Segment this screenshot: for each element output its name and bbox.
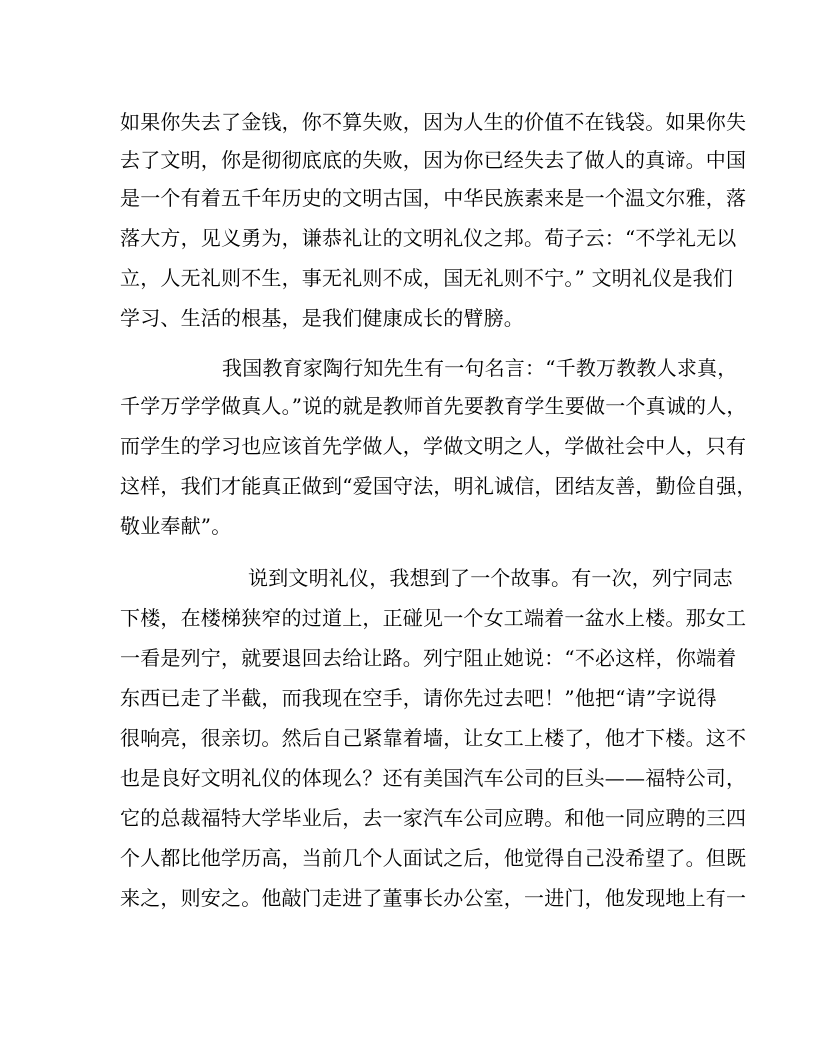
paragraph-line: 是一个有着五千年历史的文明古国，中华民族素来是一个温文尔雅，落 <box>120 186 747 210</box>
paragraph-line: 来之，则安之。他敲门走进了董事长办公室，一进门，他发现地上有一 <box>120 886 747 910</box>
paragraph-line: 这样，我们才能真正做到“爱国守法，明礼诚信，团结友善，勤俭自强， <box>120 474 757 498</box>
paragraph-line: 很响亮，很亲切。然后自己紧靠着墙，让女工上楼了，他才下楼。这不 <box>120 726 747 750</box>
paragraph-line: 千学万学学做真人。”说的就是教师首先要教育学生要做一个真诚的人， <box>120 394 747 418</box>
paragraph-line: 学习、生活的根基，是我们健康成长的臂膀。 <box>120 306 524 330</box>
paragraph-line: 落大方，见义勇为，谦恭礼让的文明礼仪之邦。荀子云：“不学礼无以 <box>120 226 737 250</box>
paragraph-line: 它的总裁福特大学毕业后，去一家汽车公司应聘。和他一同应聘的三四 <box>120 806 747 830</box>
paragraph-line: 我国教育家陶行知先生有一句名言：“千教万教教人求真， <box>222 356 738 380</box>
paragraph-line: 一看是列宁，就要退回去给让路。列宁阻止她说：“不必这样，你端着 <box>120 646 737 670</box>
paragraph-line: 个人都比他学历高，当前几个人面试之后，他觉得自己没希望了。但既 <box>120 846 747 870</box>
paragraph-line: 如果你失去了金钱，你不算失败，因为人生的价值不在钱袋。如果你失 <box>120 110 747 134</box>
paragraph-line: 说到文明礼仪，我想到了一个故事。有一次，列宁同志 <box>248 566 733 590</box>
paragraph-line: 而学生的学习也应该首先学做人，学做文明之人，学做社会中人，只有 <box>120 434 747 458</box>
paragraph-line: 去了文明，你是彻彻底底的失败，因为你已经失去了做人的真谛。中国 <box>120 148 747 172</box>
paragraph-line: 敬业奉献”。 <box>120 514 232 538</box>
paragraph-line: 立，人无礼则不生，事无礼则不成，国无礼则不宁。” 文明礼仪是我们 <box>120 266 733 290</box>
paragraph-line: 下楼，在楼梯狭窄的过道上，正碰见一个女工端着一盆水上楼。那女工 <box>120 606 747 630</box>
paragraph-line: 也是良好文明礼仪的体现么？还有美国汽车公司的巨头——福特公司， <box>120 766 747 790</box>
paragraph-line: 东西已走了半截，而我现在空手，请你先过去吧！”他把“请”字说得 <box>120 686 717 710</box>
